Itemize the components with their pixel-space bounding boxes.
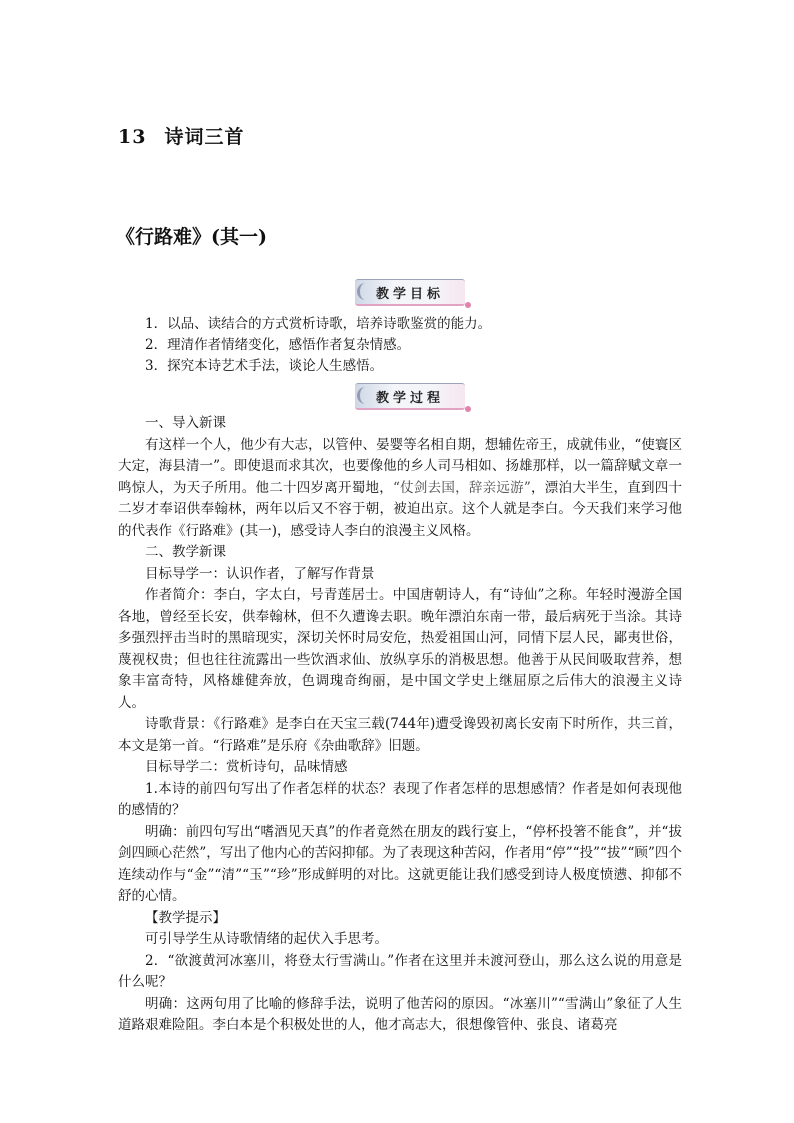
background-paragraph: 诗歌背景：《行路难》是李白在天宝三载(744年)遭受谗毁初离长安南下时所作，共三首，本文是第一首。“行路难”是乐府《杂曲歌辞》旧题。 <box>118 716 682 754</box>
question-2: 2．“欲渡黄河冰塞川，将登太行雪满山。”作者在这里并未渡河登山，那么这么说的用意是什么呢？ <box>118 952 682 990</box>
banner-dot-icon <box>465 302 471 308</box>
intro-text-a: 有这样一个人，他少有大志，以管仲、晏婴等名相自期，想辅佐帝王，成就伟业，“使寰区大定，海县清一”。即使退而求其次，也要像他的乡人司马相如、扬雄那样，以一篇辞赋文章一鸣惊人，为天子所用。他二十四岁离开蜀地， <box>118 436 682 496</box>
intro-quote: “仗剑去国，辞亲远游” <box>392 479 531 496</box>
answer-1: 明确：前四句写出“嗜酒见天真”的作者竟然在朋友的践行宴上，“停杯投箸不能食”，并“拔剑四顾心茫然”，写出了他内心的苦闷抑郁。为了表现这种苦闷，作者用“停”“投”“拔”“顾”四个连续动作与“金”“清”“玉”“珍”形成鲜明的对比。这就更能让我们感受到诗人极度愤懑、抑郁不舒的心情。 <box>118 823 682 904</box>
section-heading-new: 二、教学新课 <box>145 544 226 560</box>
section-heading-intro: 一、导入新课 <box>145 415 226 431</box>
lesson-number: 13 <box>118 126 147 148</box>
goal-guide-1: 目标导学一：认识作者，了解写作背景 <box>145 565 375 582</box>
author-intro-paragraph: 作者简介：李白，字太白，号青莲居士。中国唐朝诗人，有“诗仙”之称。年轻时漫游全国各地，曾经至长安，供奉翰林，但不久遭谗去职。晚年漂泊东南一带，最后病死于当涂。其诗多强烈抨击当时的黑暗现实，深切关怀时局安危，热爱祖国山河，同情下层人民，鄙夷世俗，蔑视权贵；但也往往流露出一些饮酒求仙、放纵享乐的消极思想。他善于从民间吸取营养，想象丰富奇特，风格雄健奔放，色调瑰奇绚丽，是中国文学史上继屈原之后伟大的浪漫主义诗人。 <box>118 587 682 711</box>
goal-item: 3．探究本诗艺术手法，谈论人生感悟。 <box>145 358 384 374</box>
question-1: 1.本诗的前四句写出了作者怎样的状态？表现了作者怎样的思想感情？作者是如何表现他的感情的？ <box>118 780 682 818</box>
teaching-tip-label: 【教学提示】 <box>145 909 226 926</box>
lesson-title-text: 诗词三首 <box>164 126 245 148</box>
poem-title: 《行路难》(其一) <box>116 226 267 248</box>
banner-swoosh-icon <box>357 283 374 300</box>
goals-banner-label: 教学目标 <box>375 286 444 302</box>
intro-paragraph <box>118 435 682 543</box>
intro-text-b: ，漂泊大半生，直到四十二岁才奉诏供奉翰林，两年以后又不容于朝，被迫出京。这个人就是李白。今天我们来学习他的代表作《行路难》(其一)，感受诗人李白的浪漫主义风格。 <box>118 479 683 539</box>
goals-banner <box>355 279 465 306</box>
banner-dot-icon <box>465 406 471 412</box>
goal-guide-2: 目标导学二：赏析诗句，品味情感 <box>145 759 348 775</box>
teaching-tip-text: 可引导学生从诗歌情绪的起伏入手思考。 <box>145 931 388 947</box>
process-banner <box>355 383 465 410</box>
goal-item: 1．以品、读结合的方式赏析诗歌，培养诗歌鉴赏的能力。 <box>145 316 492 332</box>
banner-swoosh-icon <box>357 387 374 404</box>
process-banner-label: 教学过程 <box>375 390 444 406</box>
goals-list <box>145 314 685 377</box>
goal-item: 2．理清作者情绪变化，感悟作者复杂情感。 <box>145 337 411 353</box>
lesson-title <box>118 122 244 149</box>
answer-2: 明确：这两句用了比喻的修辞手法，说明了他苦闷的原因。“冰塞川”“雪满山”象征了人生道路艰难险阻。李白本是个积极处世的人，他才高志大，很想像管仲、张良、诸葛亮 <box>118 995 682 1033</box>
body-text <box>118 413 682 1037</box>
